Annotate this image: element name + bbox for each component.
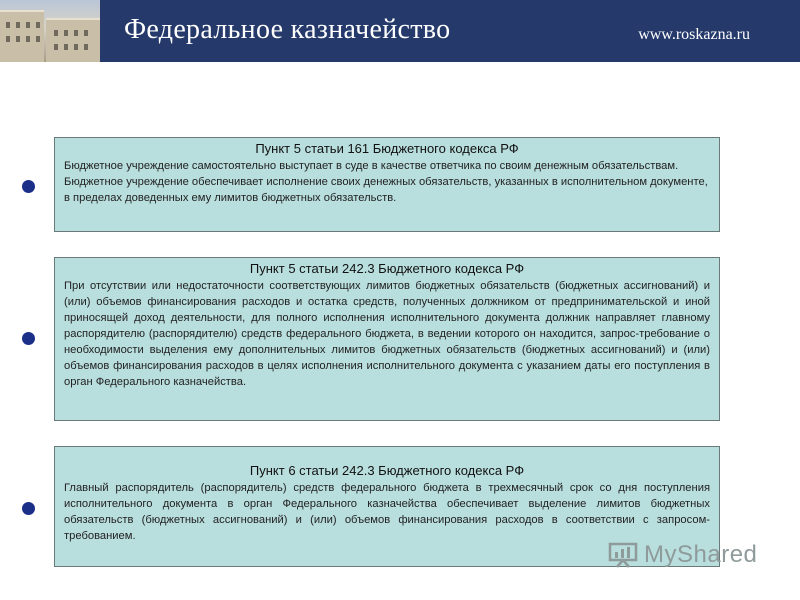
section-title: Пункт 6 статьи 242.3 Бюджетного кодекса РФ — [249, 463, 525, 478]
section-title: Пункт 5 статьи 242.3 Бюджетного кодекса РФ — [249, 261, 525, 276]
section-text: Главный распорядитель (распорядитель) средств федерального бюджета в трехмесячный срок со дня поступления исполнительного документа в орган Федерального казначейства обеспечивает выделение лимитов бюджетных обязательств (бюджетных ассигнований) и (или) объемов финансирования расходов в соответствии с запросом-требованием. — [64, 482, 710, 542]
building-photo — [0, 0, 100, 62]
section-title: Пункт 5 статьи 161 Бюджетного кодекса РФ — [255, 141, 519, 156]
bullet-icon — [22, 180, 35, 193]
bullet-icon — [22, 502, 35, 515]
header-url[interactable]: www.roskazna.ru — [638, 26, 750, 43]
header-title: Федеральное казначейство — [124, 14, 451, 45]
bullet-icon — [22, 332, 35, 345]
section-box-2 — [54, 257, 720, 421]
watermark — [608, 540, 757, 570]
presentation-icon — [608, 542, 638, 568]
section-text: Бюджетное учреждение обеспечивает исполнение своих денежных обязательств, указанных в исполнительном документе, в пределах доведенных ему лимитов бюджетных обязательств. — [64, 176, 708, 204]
watermark-text: MyShared — [644, 541, 758, 568]
section-box-1 — [54, 137, 720, 232]
section-text: При отсутствии или недостаточности соответствующих лимитов бюджетных обязательств (бюджетных ассигнований) и (или) объемов финансирования расходов и остатка средств, полученных должником от предпринимательской и иной приносящей доход деятельности, для полного исполнения исполнительного документа должник направляет главному распорядителю (распорядителю) средств федерального бюджета, в ведении которого он находится, запрос-требование о необходимости выделения ему дополнительных лимитов бюджетных обязательств (бюджетных ассигнований) и (или) объемов финансирования расходов в целях исполнения исполнительного документа с указанием даты его поступления в орган Федерального казначейства. — [64, 280, 710, 388]
header-bar — [0, 0, 800, 62]
section-text: Бюджетное учреждение самостоятельно выступает в суде в качестве ответчика по своим денежным обязательствам. — [64, 160, 679, 172]
